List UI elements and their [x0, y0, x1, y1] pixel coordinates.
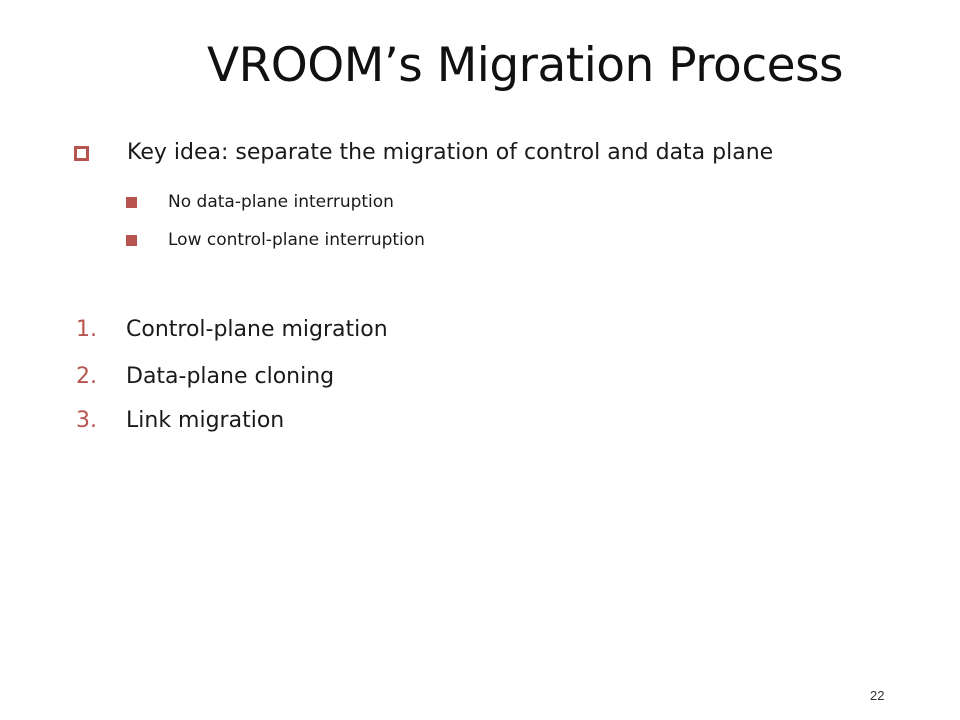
sub-point — [126, 192, 394, 212]
filled-square-icon — [126, 197, 137, 208]
sub-point — [126, 230, 425, 250]
page-number: 22 — [870, 688, 885, 703]
step-number: 1. — [76, 317, 97, 342]
hollow-square-icon — [74, 146, 89, 161]
key-idea-bullet — [74, 140, 774, 165]
slide-title: VROOM’s Migration Process — [207, 38, 844, 93]
filled-square-icon — [126, 235, 137, 246]
key-idea-text: Key idea: separate the migration of control and data plane — [127, 140, 774, 165]
step-text: Control-plane migration — [126, 317, 388, 342]
step-number: 2. — [76, 364, 97, 389]
sub-point-text: No data-plane interruption — [168, 192, 394, 212]
sub-point-text: Low control-plane interruption — [168, 230, 425, 250]
step-number: 3. — [76, 408, 97, 433]
step-text: Link migration — [126, 408, 285, 433]
step-text: Data-plane cloning — [126, 364, 335, 389]
